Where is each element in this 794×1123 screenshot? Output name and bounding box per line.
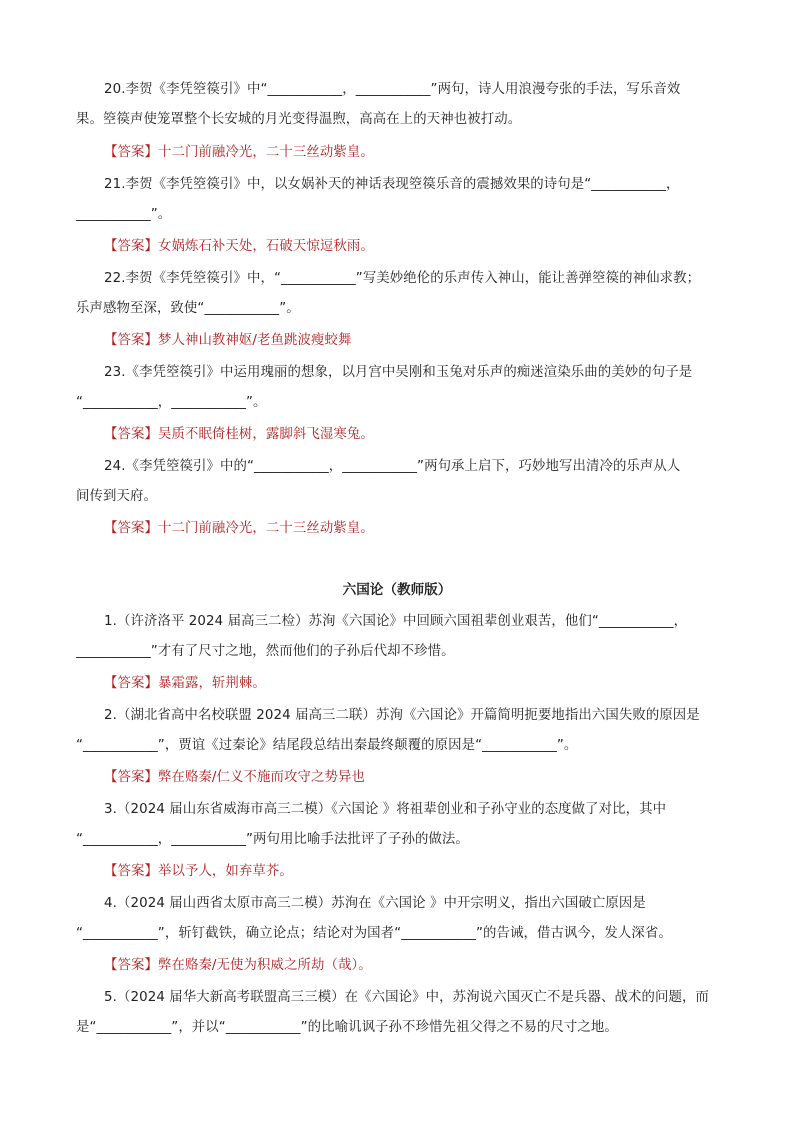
answer-tag: 【答案】 [104,676,158,691]
question-22-line-2: 乐声感物至深，致使“___________”。 [76,301,300,316]
answer-tag: 【答案】 [104,770,158,785]
answer-22 [104,332,351,350]
section-title: 六国论（教师版） [342,582,452,598]
question-3-line-1: 3.（2024 届山东省威海市高三二模）《六国论 》将祖辈创业和子孙守业的态度做了对比，其中 [104,802,667,817]
answer-20 [104,144,374,162]
question-5-line-1: 5.（2024 届华大新高考联盟高三三模）在《六国论》中，苏洵说六国灭亡不是兵器、战术的问题，而 [104,990,709,1005]
answer-text: 弊在赂秦/无使为积威之所劫（哉）。 [157,958,372,973]
question-23-line-2: “___________，___________”。 [76,395,267,410]
answer-text: 十二门前融冷光，二十三丝动紫皇。 [157,521,374,536]
answer-text: 弊在赂秦/仁义不施而攻守之势异也 [157,770,365,785]
answer-text: 举以予人，如弃草芥。 [157,864,293,879]
question-1-line-2: ___________”才有了尺寸之地，然而他们的子孙后代却不珍惜。 [76,644,455,659]
answer-tag: 【答案】 [104,521,158,536]
question-24-line-1: 24.《李凭箜篌引》中的“___________，___________”两句承上启下，巧妙地写出清冷的乐声从人 [104,459,681,474]
question-21-line-2: ___________”。 [76,207,172,222]
answer-text: 十二门前融冷光，二十三丝动紫皇。 [157,145,374,160]
question-1-line-1: 1.（许济洛平 2024 届高三二检）苏洵《六国论》中回顾六国祖辈创业艰苦，他们“___________， [104,614,688,629]
answer-text: 梦人神山教神妪/老鱼跳波瘦蛟舞 [157,333,352,348]
question-4-line-2: “___________”，斩钉截铁，确立论点；结论对为国者“___________”的告诫，借古讽今，发人深省。 [76,926,672,941]
answer-1 [104,675,266,693]
answer-tag: 【答案】 [104,239,158,254]
answer-text: 吴质不眠倚桂树，露脚斜飞湿寒兔。 [157,427,374,442]
answer-tag: 【答案】 [104,427,158,442]
question-4-line-1: 4.（2024 届山西省太原市高三二模）苏洵在《六国论 》中开宗明义，指出六国破亡原因是 [104,896,646,911]
question-3-line-2: “___________，___________”两句用比喻手法批评了子孙的做法。 [76,832,469,847]
answer-4 [104,957,372,975]
question-5-line-2: 是“___________”，并以“___________”的比喻讥讽子孙不珍惜先祖父得之不易的尺寸之地。 [76,1020,618,1035]
question-20-line-2: 果。箜篌声使笼罩整个长安城的月光变得温煦，高高在上的天神也被打动。 [76,112,522,127]
answer-3 [104,863,293,881]
answer-24 [104,520,374,538]
answer-text: 女娲炼石补天处，石破天惊逗秋雨。 [157,239,374,254]
question-24-line-2: 间传到天府。 [76,489,157,504]
answer-tag: 【答案】 [104,145,158,160]
answer-23 [104,426,374,444]
question-20-line-1: 20.李贺《李凭箜篌引》中“___________，___________”两句，诗人用浪漫夸张的手法，写乐音效 [104,82,681,97]
answer-2 [104,769,365,787]
question-2-line-1: 2.（湖北省高中名校联盟 2024 届高三二联）苏洵《六国论》开篇简明扼要地指出六国失败的原因是 [104,708,700,723]
answer-tag: 【答案】 [104,958,158,973]
question-2-line-2: “___________”，贾谊《过秦论》结尾段总结出秦最终颠覆的原因是“___________”。 [76,738,578,753]
answer-tag: 【答案】 [104,864,158,879]
answer-text: 暴霜露，斩荆棘。 [157,676,266,691]
question-23-line-1: 23.《李凭箜篌引》中运用瑰丽的想象，以月宫中吴刚和玉兔对乐声的痴迷渲染乐曲的美妙的句子是 [104,365,693,380]
answer-tag: 【答案】 [104,333,158,348]
question-22-line-1: 22.李贺《李凭箜篌引》中，“___________”写美妙绝伦的乐声传入神山，能让善弹箜篌的神仙求教； [104,271,701,286]
question-21-line-1: 21.李贺《李凭箜篌引》中，以女娲补天的神话表现箜篌乐音的震撼效果的诗句是“___________， [104,177,680,192]
answer-21 [104,238,374,256]
